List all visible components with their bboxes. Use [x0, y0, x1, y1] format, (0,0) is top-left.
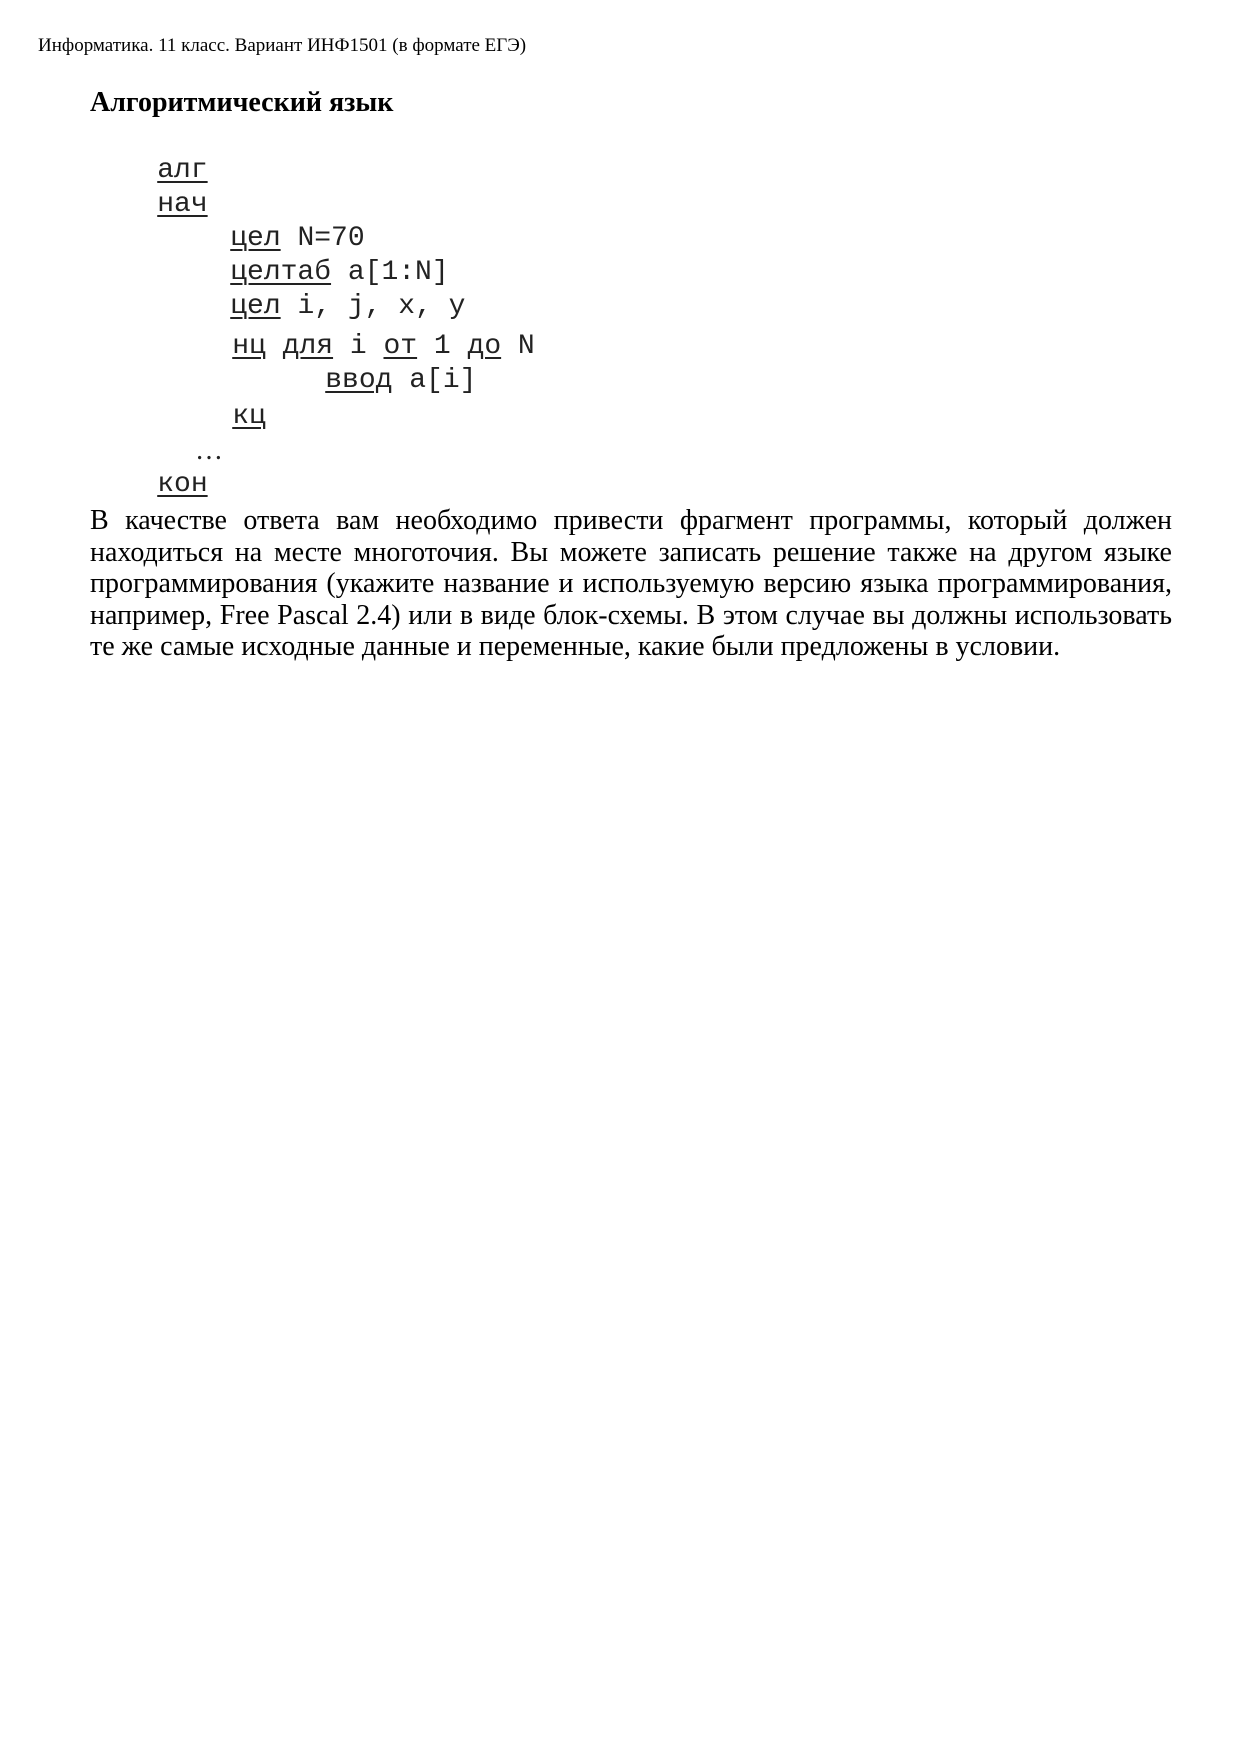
keyword-alg: алг	[157, 155, 208, 186]
keyword-vvod: ввод	[325, 365, 393, 396]
keyword-celtab: целтаб	[230, 257, 332, 288]
ellipsis: …	[195, 435, 223, 466]
code-text: a[1:N]	[331, 257, 449, 288]
code-text: N=70	[280, 223, 365, 254]
keyword-nc: нц	[232, 331, 266, 362]
keyword-kc: кц	[232, 401, 266, 432]
code-text: a[i]	[392, 365, 477, 396]
keyword-do: до	[467, 331, 502, 362]
code-text: i	[333, 331, 384, 362]
code-text: i, j, x, y	[280, 291, 466, 322]
keyword-kon: кон	[157, 469, 208, 500]
keyword-cel: цел	[230, 223, 281, 254]
code-text: N	[501, 331, 535, 362]
keyword-cel: цел	[230, 291, 281, 322]
language-title: Алгоритмический язык	[90, 87, 394, 118]
code-text: 1	[417, 331, 468, 362]
keyword-nach: нач	[157, 189, 208, 220]
instruction-paragraph: В качестве ответа вам необходимо привести фрагмент программы, который должен находиться на месте многоточия. Вы можете записать решение также на другом языке программирования (укажите название и используемую версию языка программирования, например, Free Pascal 2.4) или в виде блок-схемы. В этом случае вы должны использовать те же самые исходные данные и переменные, какие были предложены в условии.	[90, 505, 1172, 662]
code-line-input	[258, 330, 476, 432]
keyword-ot: от	[383, 331, 418, 362]
keyword-dlya: для	[282, 331, 334, 362]
page-header: Информатика. 11 класс. Вариант ИНФ1501 (в формате ЕГЭ)	[38, 35, 527, 56]
